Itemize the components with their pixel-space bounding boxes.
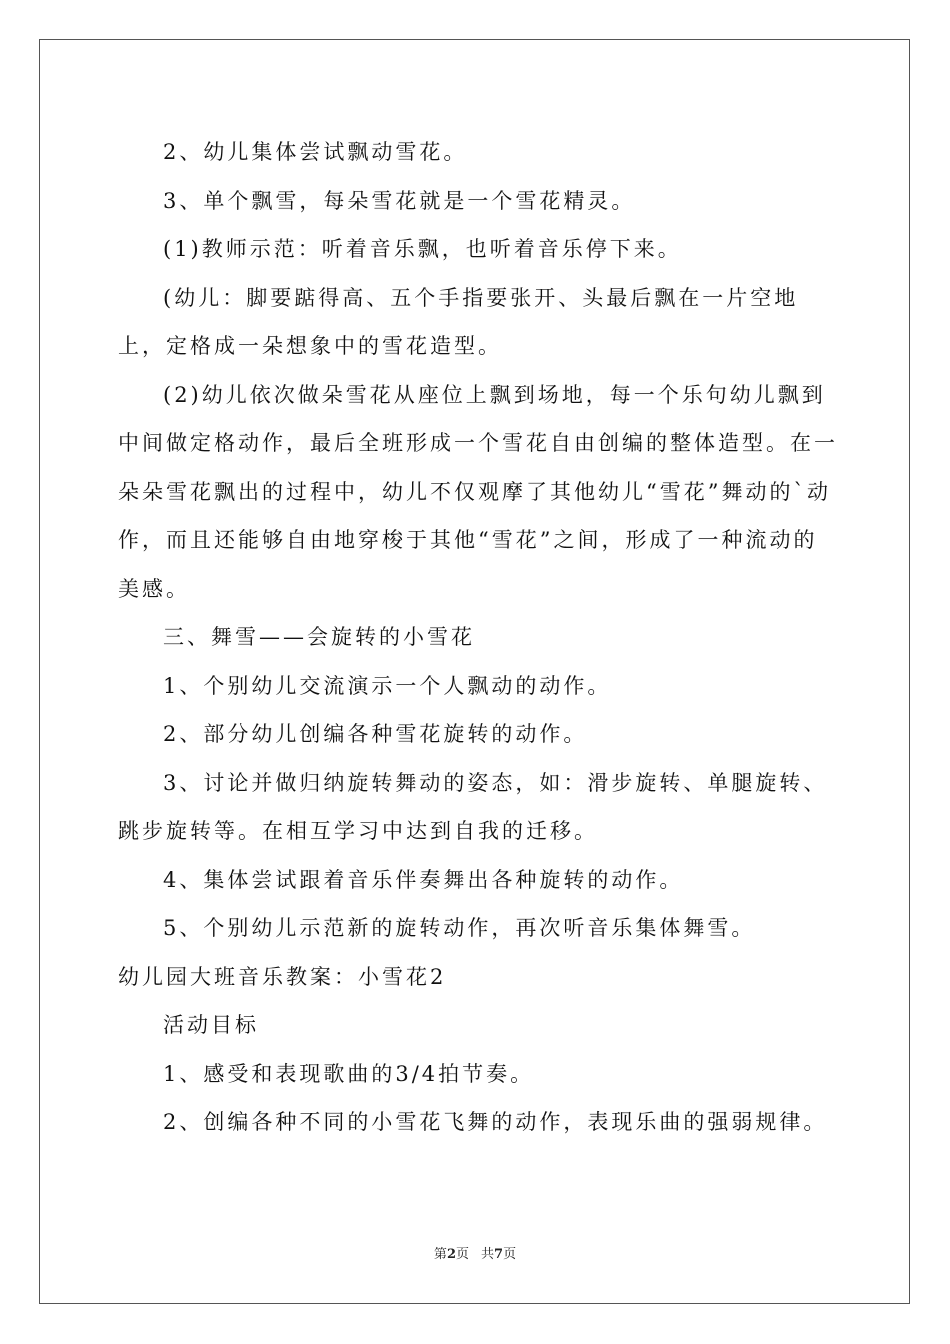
paragraph: (1)教师示范：听着音乐飘，也听着音乐停下来。 (163, 237, 682, 261)
page-prefix: 第 (433, 1247, 447, 1262)
total-prefix: 共 (481, 1247, 495, 1262)
paragraph: 1、个别幼儿交流演示一个人飘动的动作。 (163, 673, 612, 698)
total-pages: 7 (494, 1247, 504, 1262)
paragraph: 2、幼儿集体尝试飘动雪花。 (163, 140, 468, 164)
total-suffix: 页 (503, 1247, 517, 1262)
document-body (118, 128, 838, 1147)
paragraph: 3、单个飘雪，每朵雪花就是一个雪花精灵。 (163, 188, 636, 213)
page-number: 2 (446, 1247, 456, 1262)
paragraph: 4、集体尝试跟着音乐伴奏舞出各种旋转的动作。 (163, 867, 684, 892)
paragraph: 2、创编各种不同的小雪花飞舞的动作，表现乐曲的强弱规律。 (163, 1110, 828, 1134)
page-footer (0, 1246, 950, 1264)
paragraph: (幼儿：脚要踮得高、五个手指要张开、头最后飘在一片空地上，定格成一朵想象中的雪花造型。 (118, 285, 799, 358)
document-title: 幼儿园大班音乐教案：小雪花2 (118, 964, 447, 989)
section-heading: 三、舞雪——会旋转的小雪花 (163, 625, 475, 649)
section-heading: 活动目标 (163, 1013, 259, 1037)
paragraph: 5、个别幼儿示范新的旋转动作，再次听音乐集体舞雪。 (163, 916, 756, 940)
page-suffix: 页 (455, 1247, 469, 1262)
paragraph: (2)幼儿依次做朵雪花从座位上飘到场地，每一个乐句幼儿飘到中间做定格动作，最后全班形成一个雪花自由创编的整体造型。在一朵朵雪花飘出的过程中，幼儿不仅观摩了其他幼儿“雪花”舞动的`动作，而且还能够自由地穿梭于其他“雪花”之间，形成了一种流动的美感。 (118, 382, 838, 601)
paragraph: 3、讨论并做归纳旋转舞动的姿态，如：滑步旋转、单腿旋转、跳步旋转等。在相互学习中达到自我的迁移。 (118, 770, 828, 843)
paragraph: 2、部分幼儿创编各种雪花旋转的动作。 (163, 722, 588, 746)
paragraph: 1、感受和表现歌曲的3/4拍节奏。 (163, 1061, 535, 1086)
